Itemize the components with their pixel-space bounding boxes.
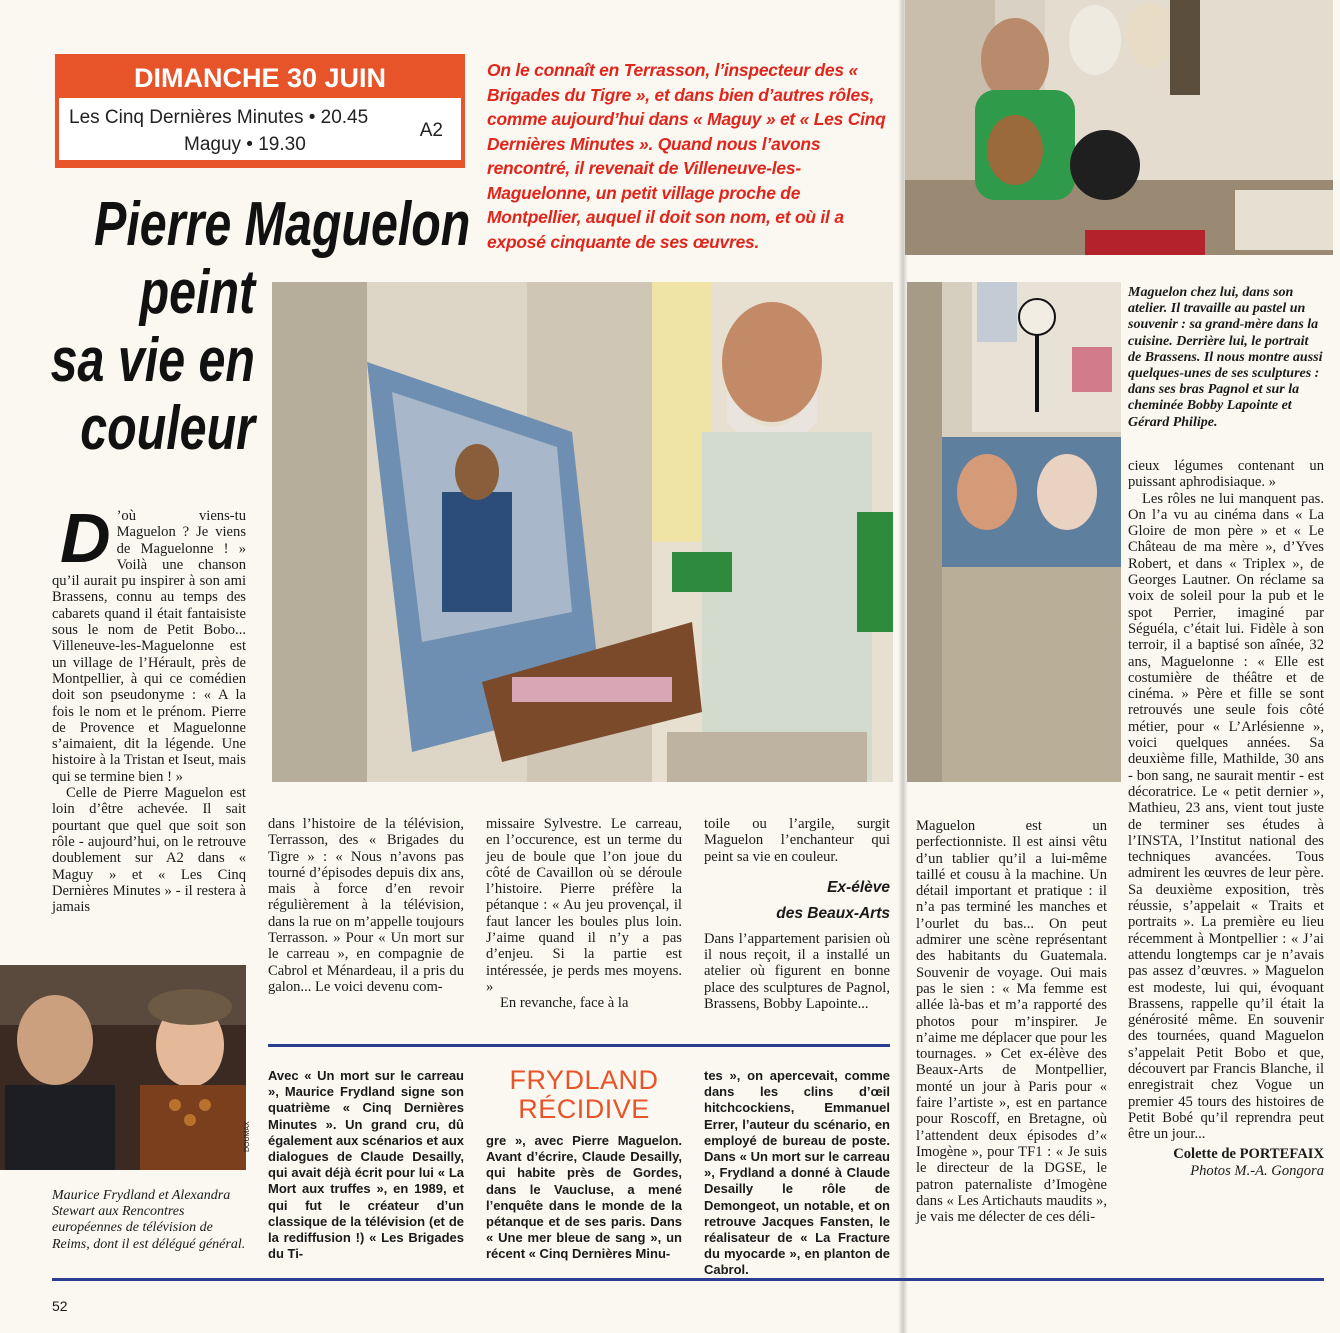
article-col1-p1: ’où viens-tu Maguelon ? Je viens de Maguelonne ! » Voilà une chanson qu’il aurait pu inspirer à son ami Brassens, connu au temps des cabarets quand il était fantaisiste sous le nom de Petit Bobo... Villeneuve-les-Maguelonne est un village de l’Hérault, près de Montpellier, à qui ce comédien doit son pseudonyme : « A la fois le nom et le prénom. Pierre de Provence et Maguelonne s’aimaient, dit la légende. Une histoire à la Tristan et Iseut, mais qui se termine bien ! » (52, 508, 246, 785)
article-col1-p2: Celle de Pierre Maguelon est loin d’être achevée. Il sait pourtant que quel que soit son rôle - aujourd’hui, on le retrouve doublement sur A2 dans « Maguy » et « Les Cinq Dernières Minutes » - il restera à jamais (52, 785, 246, 916)
article-col3-p1: missaire Sylvestre. Le carreau, en l’occurence, est un terme du jeu de boule que l’on joue du côté de Cavaillon où se déroule l’histoire. Pierre préfère la pétanque : « Au jeu provençal, il faut lancer les boules plus loin. J’aime quand il n’y a pas d’enjeu. Si la partie est intéressée, je perds mes moyens. » (486, 816, 682, 995)
photo-portrait-image (907, 282, 1121, 782)
program-line-1: Les Cinq Dernières Minutes • 20.45 (69, 107, 369, 128)
program-line-2: Maguy • 19.30 (184, 134, 306, 155)
headline-line-4: couleur (80, 394, 255, 463)
article-column-2: dans l’histoire de la télévision, Terrasson, des « Brigades du Tigre » : « Nous n’avons pas tourné d’épisodes depuis dix ans, mais à force d’en revoir régulièrement à la télévision, dans la rue on m’appelle toujours Terrasson. » Pour « Un mort sur le carreau », en compagnie de Cabrol et Ménardeau, il a pris du galon... Le voici devenu com- (268, 816, 464, 995)
box-column-3: tes », on apercevait, comme dans les clins d’œil hitchcockiens, Emmanuel Errer, l’auteur du scénario, en employé de bureau de poste. Dans « Un mort sur le carreau », Frydland a donné à Claude Desailly le rôle de Demongeot, un notable, et on retrouve Jacques Fansten, le réalisateur de « La Fracture du myocarde », en planton de Cabrol. (704, 1068, 890, 1278)
box-column-1: Avec « Un mort sur le carreau », Maurice Frydland signe son quatrième « Cinq Dernières Minutes ». Un grand cru, dû également aux scénarios et aux dialogues de Claude Desailly, qui avait déjà écrit pour lui « La Mort aux truffes », en 1989, et qui fut le créateur d’un classique de la télévision (et de la rediffusion !) « Les Brigades du Ti- (268, 1068, 464, 1262)
program-box (55, 54, 465, 168)
box-title-line-1: FRYDLAND (509, 1065, 659, 1095)
subhead-line-1: Ex-élève (827, 878, 890, 896)
intro-text: On le connaît en Terrasson, l’inspecteur des « Brigades du Tigre », et dans bien d’autres rôles, comme aujourd’hui dans « Maguy » et « Les Cinq Dernières Minutes ». Quand nous l’avons rencontré, il revenait de Villeneuve-les-Maguelonne, un petit village proche de Montpellier, auquel il doit son nom, et où il a exposé cinquante de ses œuvres. (487, 60, 886, 252)
program-channel: A2 (419, 120, 443, 141)
program-listing (59, 98, 461, 160)
article-column-6 (1128, 458, 1324, 1179)
headline-line-3: sa vie en (50, 326, 255, 395)
photo-sculptures-image (905, 0, 1333, 255)
caption-right: Maguelon chez lui, dans son atelier. Il travaille au pastel un souvenir : sa grand-mère dans la cuisine. Derrière lui, le portrait de Brassens. Il nous montre aussi quelques-unes de ses sculptures : dans ses bras Pagnol et sur la cheminée Bobby Lapointe et Gérard Philipe. (1128, 285, 1323, 430)
article-col4-p2: Dans l’appartement parisien où il nous reçoit, il a installé un atelier où figurent en bonne place des sculptures de Pagnol, Brassens, Bobby Lapointe... (704, 930, 890, 1013)
box-rule-bottom (52, 1278, 1324, 1281)
article-col6-p1: cieux légumes contenant un puissant aphrodisiaque. » (1128, 458, 1324, 491)
article-column-4 (704, 816, 890, 1012)
headline-line-1: Pierre Maguelon (93, 190, 470, 259)
page-number: 52 (52, 1298, 68, 1314)
box-column-2: gre », avec Pierre Maguelon. Avant d’écrire, Claude Desailly, qui habite près de Gordes, dans le Vaucluse, a mené l’enquête dans le monde de la pétanque et de ses paris. Dans « Une mer bleue de sang », un récent « Cinq Dernières Minu- (486, 1133, 682, 1262)
article-col6-p2: Les rôles ne lui manquent pas. On l’a vu au cinéma dans « La Gloire de mon père » et « Le Château de ma mère », d’Yves Robert, et dans « Triplex », de Georges Lautner. On réclame sa voix de soleil pour la pub et le spot Perrier, imaginé par Séguéla, c’était lui. Fidèle à son terroir, il a baptisé son aînée, 32 ans, Maguelonne : « Elle est costumière de théâtre et de cinéma. » Père et fille se sont retrouvés une seule fois côté métier, pour « L’Arlésienne », voici quelques années. Sa deuxième fille, Mathilde, 30 ans - bon sang, ne saurait mentir - est décoratrice. Le « petit dernier », Mathieu, 23 ans, vient tout juste de terminer ses études à l’INSTA, l’Institut national des techniques avancées. Tous admirent les œuvres de leur père. Sa deuxième exposition, très réussie, s’appelait « Traits et portraits ». La première eu lieu récemment à Montpellier : « J’ai attendu longtemps car je n’avais pas assez d’œuvres. » Maguelon est modeste, lui qui, évoquant Brassens, rappelle qu’il était la générosité même. En souvenir des tournées, quand Maguelon s’appelait Petit Bobo et que, découvert par Francis Blanche, il enregistrait chez Vogue un premier 45 tours des histoires de Petit Bobé qu’il reprendra peut être un jour... (1128, 490, 1324, 1143)
photo-frydland-stewart (0, 965, 246, 1170)
article-column-5: Maguelon est un perfectionniste. Il est ainsi vêtu d’un tablier qu’il a lui-même taillé et cousu à la machine. Un détail important et pratique : il n’a pas terminé les manches et l’ourlet du bas... On peut admirer une scène représentant des habitants du Guatemala. Souvenir de voyage. Oui mais pas le sien : « Ma femme est allée là-bas et m’a rapporté des photos pour m’inspirer. Je n’aime me déplacer que pour les tournages. » Cet ex-élève des Beaux-Arts de Montpellier, monté un jour à Paris pour « faire l’artiste », est en partance pour Roscoff, en Bretagne, où l’attendent deux épisodes d’« Imogène », pour TF1 : « Je suis le directeur de la DGSE, le patron paternaliste d’Imogène dans « Les Artichauts maudits », je vais me délecter de ces déli- (916, 818, 1107, 1226)
caption-bottom-left: Maurice Frydland et Alexandra Stewart aux Rencontres européennes de télévision de Reims, dont il est délégué général. (52, 1188, 246, 1252)
program-date: DIMANCHE 30 JUIN (133, 63, 387, 93)
subhead-line-2: des Beaux-Arts (776, 904, 890, 922)
article-col4-p1: toile ou l’argile, surgit Maguelon l’enchanteur qui peint sa vie en couleur. (704, 816, 890, 865)
box-title (486, 1066, 682, 1124)
box-rule-top (268, 1044, 890, 1047)
article-column-1 (52, 499, 246, 916)
photo-sculptures (905, 0, 1333, 255)
dropcap: D (60, 499, 111, 577)
article-photo-credit: Photos M.-A. Gongora (1190, 1162, 1324, 1179)
article-author: Colette de PORTEFAIX (1173, 1146, 1324, 1163)
article-col3-p2: En revanche, face à la (500, 995, 629, 1012)
subhead (704, 875, 890, 927)
photo-main-painter (272, 282, 893, 782)
headline-line-2: peint (139, 258, 255, 327)
photo-portrait-wall (907, 282, 1121, 782)
photo-main-image (272, 282, 893, 782)
photo-frydland-image (0, 965, 246, 1170)
box-title-line-2: RÉCIDIVE (518, 1094, 650, 1124)
article-column-3 (486, 816, 682, 1012)
photo-credit-vertical: DOUMAX (244, 1121, 251, 1152)
